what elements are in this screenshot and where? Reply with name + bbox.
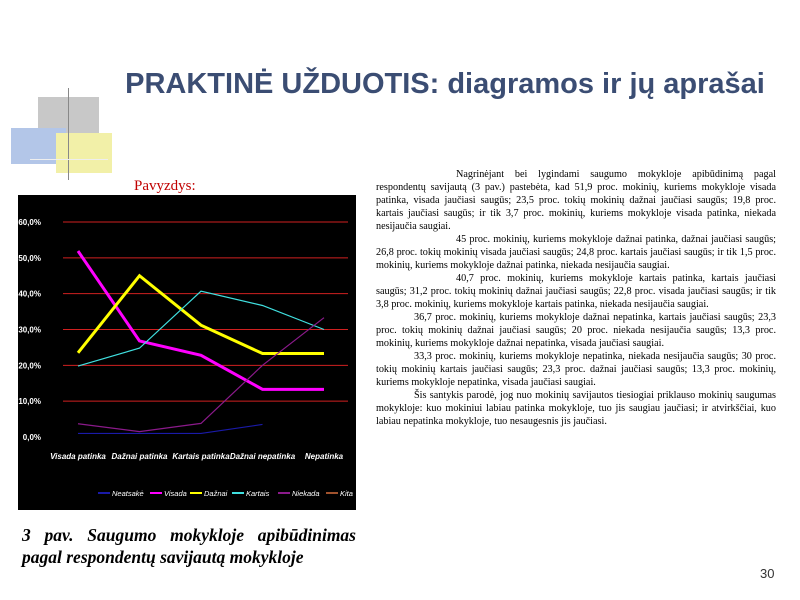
x-tick-label: Visada patinka — [50, 452, 106, 461]
y-tick-label: 30,0% — [18, 325, 41, 335]
paragraph: 40,7 proc. mokinių, kuriems mokykloje kartais patinka, kartais jaučiasi saugūs; 31,2 proc. tokių mokinių dažnai jaučiasi saugūs; 22,8 proc. visada jaučiasi saugūs; ir tik 3,8 proc. mokinių, kuriems mokykloje kartais patinka, niekada nesijaučia saugiai. — [376, 273, 776, 310]
decor-line-vertical — [68, 88, 69, 180]
legend-label: Neatsakė — [112, 489, 144, 498]
x-tick-label: Dažnai patinka — [111, 452, 168, 461]
decor-square-yellow — [56, 133, 112, 173]
x-tick-label: Nepatinka — [304, 452, 344, 461]
page-number: 30 — [760, 566, 775, 581]
example-label: Pavyzdys: — [134, 178, 196, 194]
legend-label: Kartais — [246, 489, 270, 498]
paragraph: 36,7 proc. mokinių, kuriems mokykloje dažnai nepatinka, kartais jaučiasi saugūs; 23,3 proc. tokių mokinių dažnai jaučiasi saugūs; 20 proc. niekada nesijaučia saugūs; 13,3 proc. mokinių, kuriems mokykloje dažnai nepatinka, visada jaučiasi saugiai. — [376, 312, 776, 349]
x-tick-label: Dažnai nepatinka — [229, 452, 296, 461]
figure-caption: 3 pav. Saugumo mokykloje apibūdinimas pagal respondentų savijautą mokykloje — [22, 525, 356, 567]
slide-title: PRAKTINĖ UŽDUOTIS: diagramos ir jų aprašai — [125, 68, 765, 100]
chart-canvas — [18, 195, 356, 510]
line-chart — [18, 195, 356, 510]
paragraph: 45 proc. mokinių, kuriems mokykloje dažnai patinka, dažnai jaučiasi saugūs; 26,8 proc. tokių mokinių visada jaučiasi saugūs; 24,8 proc. kartais jaučiasi saugūs; ir tik 1,5 proc. mokinių, kuriems mokykloje dažnai patinka, niekada nesijaučia saugiai. — [376, 234, 776, 271]
y-tick-label: 20,0% — [18, 361, 41, 371]
legend-label: Kita — [340, 489, 353, 498]
y-tick-label: 40,0% — [18, 289, 41, 299]
y-tick-label: 10,0% — [18, 397, 41, 407]
legend-label: Dažnai — [204, 489, 228, 498]
series-line-neatsak — [78, 424, 263, 433]
y-tick-label: 60,0% — [18, 218, 41, 227]
decor-line-horizontal — [30, 159, 108, 160]
y-tick-label: 50,0% — [18, 253, 41, 263]
paragraph: Šis santykis parodė, jog nuo mokinių savijautos tiesiogiai priklauso mokinių saugumas mokykloje: kuo mokiniui labiau patinka mokykloje, tuo jis saugiau jaučiasi; ir atvirkščiai, kuo labiau nepatinka mokykloje, tuo nesaugesnis jis jaučiasi. — [376, 390, 776, 427]
series-line-visada — [78, 251, 324, 389]
paragraph: 33,3 proc. mokinių, kuriems mokykloje nepatinka, niekada nesijaučia saugūs; 30 proc. tokių mokinių kartais jaučiasi saugūs; 23,3 proc. dažnai jaučiasi saugūs; 13,3 proc. mokinių, kuriems mokykloje nepatinka, visada jaučiasi saugiai. — [376, 351, 776, 388]
paragraph: Nagrinėjant bei lygindami saugumo mokykloje apibūdinimą pagal respondentų savijautą (3 pav.) pastebėta, kad 51,9 proc. mokinių, kuriems mokykloje visada patinka, visada jaučiasi saugūs; 23,5 proc. tokių mokinių dažnai jaučiasi saugūs; 19,8 proc. kartais jaučiasi saugūs; ir tik 3,7 proc. mokinių, kuriems mokykloje visada patinka, niekada nesijaučia saugiai. — [376, 169, 776, 232]
legend-label: Visada — [164, 489, 187, 498]
description-text — [376, 168, 776, 428]
series-line-niekada — [78, 318, 324, 432]
x-tick-label: Kartais patinka — [172, 452, 230, 461]
legend-label: Niekada — [292, 489, 320, 498]
y-tick-label: 0,0% — [22, 433, 41, 442]
